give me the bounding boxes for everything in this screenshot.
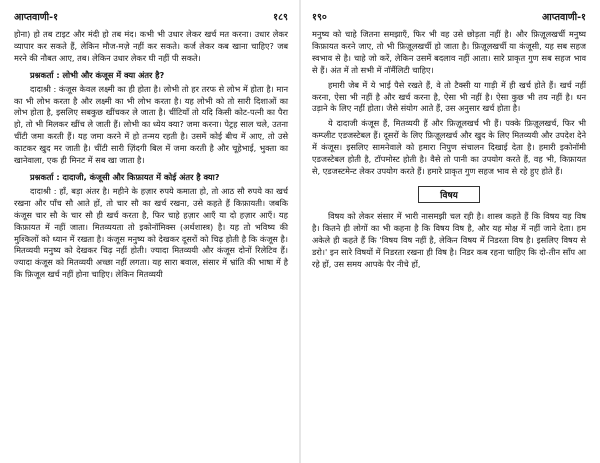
right-page-number: १९० — [312, 12, 327, 23]
right-header-title: आप्तवाणी-१ — [541, 12, 586, 23]
paragraph: मनुष्य को चाहे जितना समझाएँ, फिर भी वह उसे छोड़ता नहीं है। और फ़िज़ूलखर्ची मनुष्य किफ़ायत करने जाए, तो भी फ़िज़ूलखर्ची हो जाता है। फ़िज़ूलखर्ची या कंजूसी, यह सब सहज स्वभाव से है। चाहे जो करें, लेकिन उसमें बदलाव नहीं आता। सारे प्राकृत गुण सब सहज भाव से हैं। अंत में तो सभी में नॉर्मैलिटी चाहिए। — [312, 29, 586, 75]
left-page — [0, 0, 298, 463]
paragraph: होना) हो तब टाइट और मंदी हो तब मंद। कभी भी उधार लेकर खर्च मत करना। उधार लेकर व्यापार कर सकते हैं, लेकिन मौज-मज़े नहीं कर सकते। कर्ज लेकर कब खाना चाहिए? जब मरने की नौबत आए, तब। लेकिन उधार लेकर घी नहीं पी सकते। — [14, 29, 288, 63]
paragraph: दादाश्री : कंजूस केवल लक्ष्मी का ही होता है। लोभी तो हर तरफ से लोभ में होता है। मान का भी लोभ करता है और लक्ष्मी का भी लोभ करता है। यह लोभी को तो सारी दिशाओं का लोभ होता है, इसलिए सबकुछ खींचकर ले जाता है। चींटियाँ तो यदि किसी कोट-पत्नी का पैरा हो, तो भी मिलकर खींच ले जाती हैं। लोभी का ध्येय क्या? जमा करना। पेट्रह साल चले, उतना चींटी जमा करती हैं। यह जमा करने में हो तन्मय रहती है। उसमें कोई बीच में आए, तो उसे काटकर खुद मर जाती है। चींटी सारी ज़िंदगी बिल में जमा करती है और चूहेभाई, भुक्ता का खानेवाला, एक ही मिनट में सब खा जाता है। — [14, 83, 288, 166]
paragraph: हमारी जेब में ये भाई पैसे रखते हैं, वे तो टैक्सी या गाड़ी में ही खर्च होते हैं। खर्च नहीं करना, ऐसा भी नहीं है और खर्च करना है, ऐसा भी नहीं है। ऐसा कुछ भी तय नहीं है। धन उड़ाने के लिए नहीं होता। जैसे संयोग आते हैं, उस अनुसार खर्च होता है। — [312, 79, 586, 114]
page-gutter — [299, 0, 301, 463]
question: प्रश्नकर्ता : दादाजी, कंजूसी और किफ़ायत में कोई अंतर है क्या? — [30, 171, 220, 182]
right-page-header — [312, 10, 586, 24]
paragraph: विषय को लेकर संसार में भारी नासमझी चल रही है। शास्त्र कहते हैं कि विषय यह विष है। कितने ही लोगों का भी कहना है कि विषय विष है, और यह मोक्ष में नहीं जाने देता। हम अकेले ही कहते हैं कि 'विषय विष नहीं है, लेकिन विषय में निडरता विष है। इसलिए विषय से डरो।' इन सारे विषयों में निडरता रखना ही विष है। निडर कब रहना चाहिए कि दो-तीन साँप आ रहे हों, उस समय आपके पैर नीचे हों, — [312, 210, 586, 269]
left-header-title: आप्तवाणी-१ — [14, 12, 59, 23]
section-title: विषय — [418, 186, 480, 203]
right-page — [302, 0, 600, 463]
question: प्रश्नकर्ता : लोभी और कंजूस में क्या अंतर है? — [30, 69, 165, 80]
left-page-header — [14, 10, 288, 24]
paragraph: दादाश्री : हाँ, बड़ा अंतर है। महीने के हज़ार रुपये कमाता हो, तो आठ सौ रुपये का खर्च रखना और पाँच सौ आते हों, तो चार सौ का खर्च रखना, उसे कहते हैं किफ़ायती। जबकि कंजूस चार सौ के चार सौ ही खर्च करता है, फिर चाहे हज़ार आएँ या दो हज़ार आएँ। यह किफ़ायत में नहीं जाता। मितव्ययता तो इकोनॉमिक्स (अर्थशास्त्र) है। यह तो भविष्य की मुश्किलों को ध्यान में रखता है। कंजूस मनुष्य को देखकर दूसरों को चिढ़ होती है कि कंजूस है। मितव्ययी मनुष्य को देखकर चिढ़ नहीं होती। ज्यादा मितव्ययी और कंजूस दोनों रिलेटिव हैं। ज्यादा कंजूस को मितव्ययी अच्छा नहीं लगता। यह सारा बवाल, संसार में भ्रांति की भाषा में है कि फ़िजूल खर्च नहीं होना चाहिए। लेकिन मितव्ययी — [14, 185, 288, 280]
left-page-number: १८९ — [273, 12, 288, 23]
paragraph: ये दादाजी कंजूस हैं, मितव्ययी हैं और फ़िज़ूलखर्च भी हैं। पक्के फ़िज़ूलखर्च, फिर भी कम्प्लीट एडजस्टेबल हैं। दूसरों के लिए फ़िज़ूलखर्च और खुद के लिए मितव्ययी और उपदेश देने में कंजूस। इसलिए सामनेवाले को हमारा निपुण संचालन दिखाई देता है। हमारी इकोनॉमी एडजस्टेबल होती है, टॉपमोस्ट होती है। वैसे तो पानी का उपयोग करते हैं, वह भी, किफ़ायत से, एडजस्टमेन्ट लेकर उपयोग करते हैं। हमारे प्राकृत गुण सहज भाव से रहे हुए होते हैं। — [312, 118, 586, 176]
